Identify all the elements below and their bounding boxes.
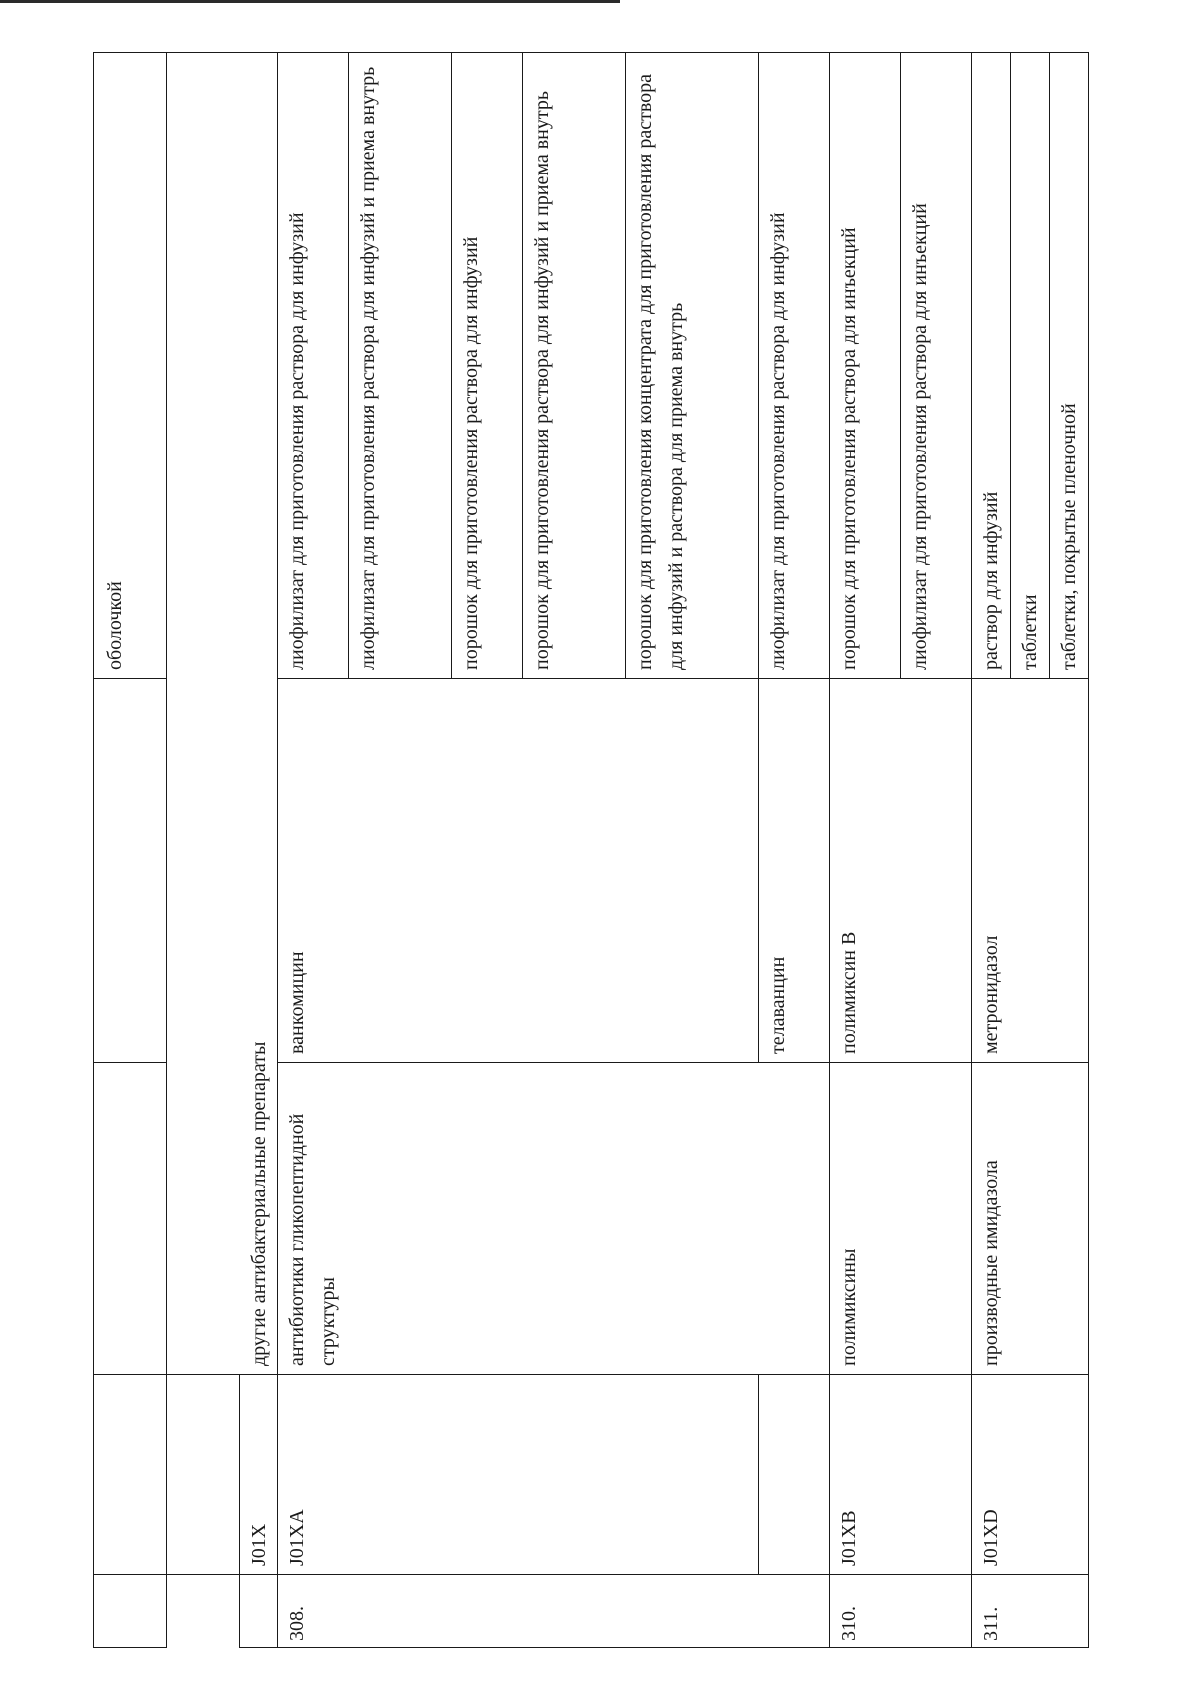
atc-code: J01XA: [278, 1375, 759, 1575]
group-row: [240, 53, 278, 1648]
dosage-form: лиофилизат для приготовления раствора для инфузий и приема внутрь: [349, 53, 452, 679]
drug-name: телаванцин: [759, 679, 830, 1063]
dosage-form: порошок для приготовления раствора для инфузий и приема внутрь: [523, 53, 626, 679]
drug-name: ванкомицин: [278, 679, 759, 1063]
group-name: другие антибактериальные препараты: [240, 53, 278, 1375]
spacer-row: [167, 53, 240, 1648]
row-number: 311.: [972, 1575, 1089, 1648]
table-row: [759, 53, 830, 1648]
pharmacological-group: полимиксины: [830, 1063, 972, 1375]
dosage-form: лиофилизат для приготовления раствора для инъекций: [901, 53, 972, 679]
continuation-row: [94, 53, 167, 1648]
table-row: [972, 53, 1011, 1648]
atc-code: J01XD: [972, 1375, 1089, 1575]
pharmacological-group: производные имидазола: [972, 1063, 1089, 1375]
row-number: 308.: [278, 1575, 830, 1648]
dosage-form: лиофилизат для приготовления раствора для инфузий: [759, 53, 830, 679]
row-number: 310.: [830, 1575, 972, 1648]
drug-list-table: [93, 52, 1089, 1648]
drug-name: полимиксин В: [830, 679, 972, 1063]
dosage-form: раствор для инфузий: [972, 53, 1011, 679]
pharmacological-group: антибиотики гликопептидной структуры: [278, 1063, 830, 1375]
continuation-dosage-form: оболочкой: [94, 53, 167, 679]
dosage-form: таблетки, покрытые пленочной: [1050, 53, 1089, 679]
dosage-form: порошок для приготовления раствора для инъекций: [830, 53, 901, 679]
atc-code: J01XB: [830, 1375, 972, 1575]
table-row: [278, 53, 349, 1648]
group-code: J01X: [240, 1375, 278, 1575]
dosage-form: порошок для приготовления раствора для инфузий: [452, 53, 523, 679]
dosage-form: лиофилизат для приготовления раствора для инфузий: [278, 53, 349, 679]
dosage-form: порошок для приготовления концентрата для приготовления раствора для инфузий и раствора для приема внутрь: [626, 53, 759, 679]
atc-code: [759, 1375, 830, 1575]
dosage-form: таблетки: [1011, 53, 1050, 679]
table-row: [830, 53, 901, 1648]
drug-name: метронидазол: [972, 679, 1089, 1063]
